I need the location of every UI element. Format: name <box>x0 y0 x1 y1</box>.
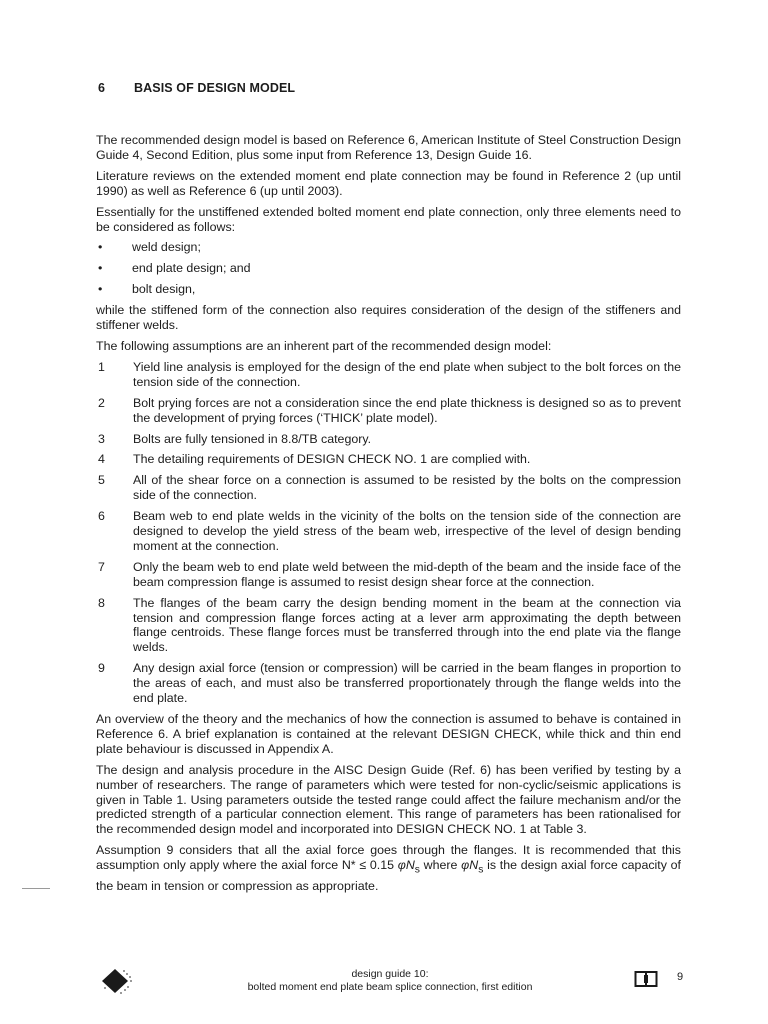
bullet-icon: • <box>98 282 103 297</box>
assumptions-list <box>96 360 681 706</box>
section-title: BASIS OF DESIGN MODEL <box>134 81 296 95</box>
assumption-item: 6 Beam web to end plate welds in the vicinity of the bolts on the tension side of the connection are designed to develop the yield stress of the beam web, irrespective of the level of design bending moment at the connection. <box>98 509 681 553</box>
final-paragraph: Assumption 9 considers that all the axial force goes through the flanges. It is recommended that this assumption only apply where the axial force N* ≤ 0.15 $\varphi N_s$ where $\varphi N_s$ is the design axial force capacity of the beam in tension or compression as appropriate. <box>96 843 681 893</box>
assumption-item: 1 Yield line analysis is employed for the design of the end plate when subject to the bolt forces on the tension side of the connection. <box>98 359 681 389</box>
assumption-item: 7 Only the beam web to end plate weld between the mid-depth of the beam and the inside face of the beam compression flange is assumed to resist design shear force at the connection. <box>98 559 681 589</box>
page-number: 9 <box>677 971 684 983</box>
assumptions-intro: The following assumptions are an inherent part of the recommended design model: <box>96 338 552 353</box>
book-icon <box>634 970 658 988</box>
paragraph: Essentially for the unstiffened extended bolted moment end plate connection, only three elements need to be considered as follows: <box>96 204 681 234</box>
footer-title <box>200 968 580 994</box>
margin-mark <box>22 888 50 889</box>
list-item: • weld design; <box>98 240 201 255</box>
assumption-item: 5 All of the shear force on a connection is assumed to be resisted by the bolts on the compression side of the connection. <box>98 473 681 503</box>
bullet-icon: • <box>98 261 103 276</box>
list-item: • bolt design, <box>98 282 196 297</box>
list-item: • end plate design; and <box>98 261 251 276</box>
diamond-logo-icon <box>98 966 134 996</box>
assumption-item: 4 The detailing requirements of DESIGN CHECK NO. 1 are complied with. <box>98 452 531 467</box>
paragraph: while the stiffened form of the connection also requires consideration of the design of the stiffeners and stiffener welds. <box>96 303 681 333</box>
paragraph: The design and analysis procedure in the AISC Design Guide (Ref. 6) has been verified by testing by a number of researchers. The range of parameters which were tested for non-cyclic/seismic applications is given in Table 1. Using parameters outside the tested range could affect the failure mechanism and/or the predicted strength of a particular connection element. This range of parameters has been rationalised for the recommended design model and incorporated into DESIGN CHECK NO. 1 at Table 3. <box>96 762 681 837</box>
assumption-item: 2 Bolt prying forces are not a consideration since the end plate thickness is designed so as to prevent the development of prying forces (‘THICK’ plate model). <box>98 395 681 425</box>
assumption-item: 3 Bolts are fully tensioned in 8.8/TB category. <box>98 431 372 446</box>
footer-line-2: bolted moment end plate beam splice connection, first edition <box>247 981 533 993</box>
paragraph: The recommended design model is based on Reference 6, American Institute of Steel Construction Design Guide 4, Second Edition, plus some input from Reference 13, Design Guide 16. <box>96 133 681 162</box>
element-list <box>96 240 681 297</box>
paragraph: Literature reviews on the extended moment end plate connection may be found in Reference 2 (up until 1990) as well as Reference 6 (up until 2003). <box>96 168 681 198</box>
paragraph: An overview of the theory and the mechanics of how the connection is assumed to behave is contained in Reference 6. A brief explanation is contained at the relevant DESIGN CHECK, while thick and thin end plate behaviour is discussed in Appendix A. <box>96 712 681 756</box>
footer-line-1: design guide 10: <box>351 968 429 980</box>
assumption-item: 8 The flanges of the beam carry the design bending moment in the beam at the connection via tension and compression flange forces acting at a lever arm approximating the depth between flange centroids. These flange forces must be transferred through into the end plate via the flange welds. <box>98 595 681 655</box>
section-number: 6 <box>98 81 106 95</box>
section-heading <box>98 81 295 95</box>
bullet-icon: • <box>98 240 103 255</box>
assumption-item: 9 Any design axial force (tension or compression) will be carried in the beam flanges in proportion to the areas of each, and must also be transferred proportionately through the flange welds into the end plate. <box>98 661 681 706</box>
body-text <box>96 133 681 899</box>
